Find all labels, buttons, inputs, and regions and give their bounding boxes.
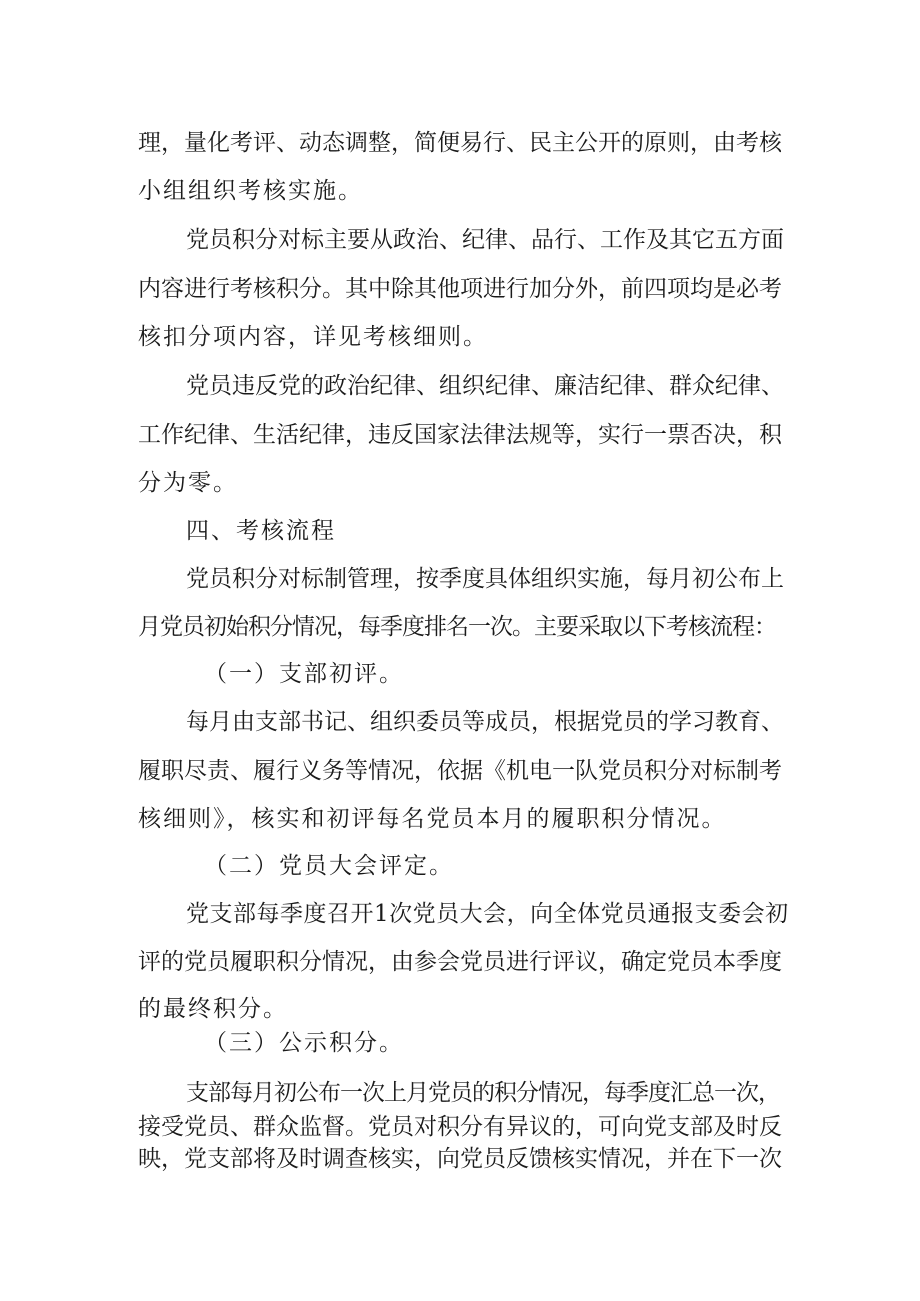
text-line: 工作纪律、生活纪律，违反国家法律法规等，实行一票否决，积 (138, 422, 782, 448)
text-line: 理，量化考评、动态调整，简便易行、民主公开的原则，由考核 (138, 130, 782, 156)
text-line: 支部每月初公布一次上月党员的积分情况，每季度汇总一次， (186, 1080, 780, 1106)
subsection-heading: （二）党员大会评定。 (204, 853, 454, 879)
text-line: 履职尽责、履行义务等情况，依据《机电一队党员积分对标制考 (138, 758, 782, 784)
text-line: 党员积分对标制管理，按季度具体组织实施，每月初公布上 (186, 566, 784, 592)
subsection-heading: （三）公示积分。 (204, 1030, 404, 1056)
text-line: 的最终积分。 (138, 996, 288, 1022)
text-line: 接受党员、群众监督。党员对积分有异议的，可向党支部及时反 (138, 1114, 782, 1140)
text-line: 月党员初始积分情况，每季度排名一次。主要采取以下考核流程： (138, 614, 776, 640)
section-heading: 四、考核流程 (186, 518, 336, 544)
text-line: 每月由支部书记、组织委员等成员，根据党员的学习教育、 (186, 709, 784, 735)
text-line: 党员积分对标主要从政治、纪律、品行、工作及其它五方面 (186, 227, 784, 253)
text-line: 映，党支部将及时调查核实，向党员反馈核实情况，并在下一次 (138, 1146, 782, 1172)
text-line: 分为零。 (138, 470, 238, 496)
text-line: 评的党员履职积分情况，由参会党员进行评议，确定党员本季度 (138, 949, 782, 975)
text-line: 小组组织考核实施。 (138, 178, 363, 204)
text-line: 党员违反党的政治纪律、组织纪律、廉洁纪律、群众纪律、 (186, 373, 784, 399)
subsection-heading: （一）支部初评。 (204, 661, 404, 687)
text-line: 内容进行考核积分。其中除其他项进行加分外，前四项均是必考 (138, 276, 782, 302)
text-line: 党支部每季度召开1次党员大会，向全体党员通报支委会初 (186, 901, 789, 927)
text-line: 核细则》，核实和初评每名党员本月的履职积分情况。 (138, 806, 727, 832)
text-line: 核扣分项内容，详见考核细则。 (138, 324, 488, 350)
